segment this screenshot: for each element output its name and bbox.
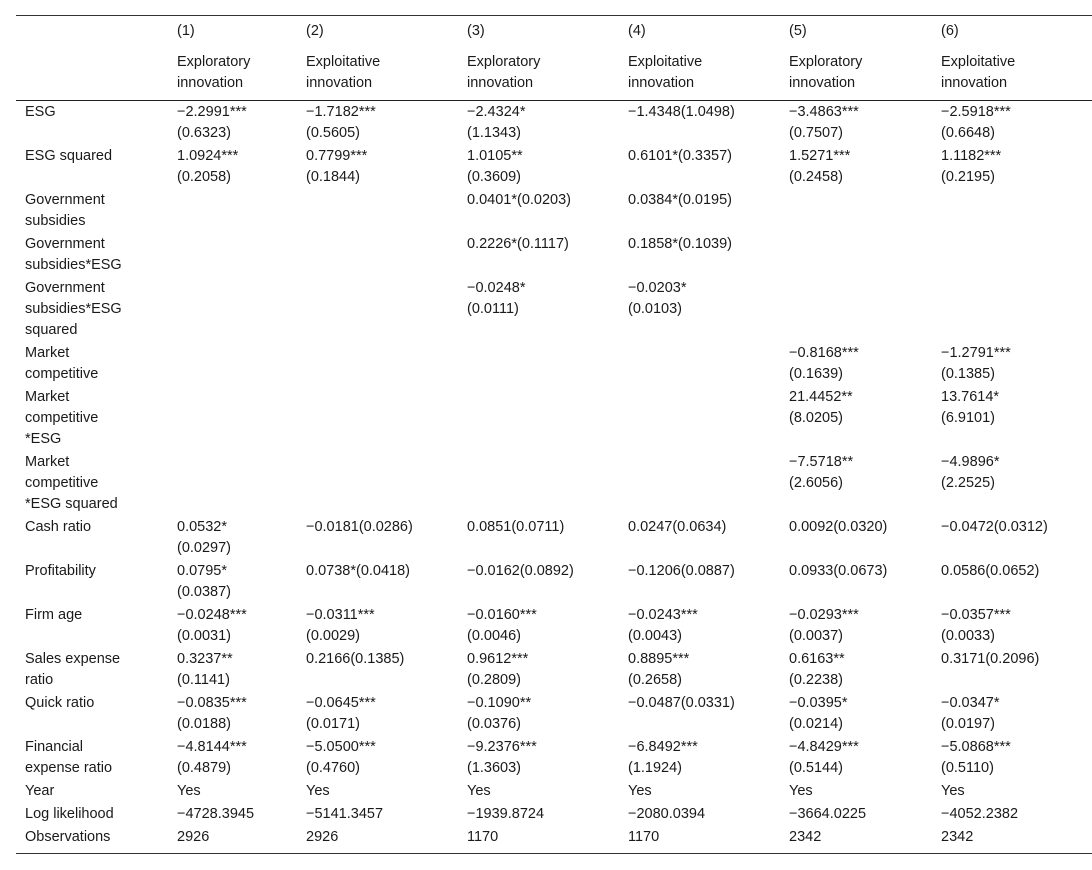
table-cell: 1.0924*** (0.2058): [177, 148, 239, 185]
table-cell: −5141.3457: [306, 806, 384, 822]
table-cell: 0.0933(0.0673): [789, 563, 888, 579]
column-number: (6): [941, 23, 959, 39]
column-title: Exploitative innovation: [306, 54, 381, 91]
table-cell: −1.7182*** (0.5605): [306, 104, 376, 141]
table-cell: 0.0586(0.0652): [941, 563, 1040, 579]
table-cell: −1.4348(1.0498): [628, 104, 735, 120]
row-label: Market competitive: [25, 345, 99, 382]
table-cell: −0.1090** (0.0376): [467, 695, 532, 732]
column-number: (4): [628, 23, 646, 39]
row-label: Year: [25, 783, 55, 799]
table-cell: −4.8429*** (0.5144): [789, 739, 859, 776]
row-label: Sales expense ratio: [25, 651, 121, 688]
table-cell: −0.0181(0.0286): [306, 519, 413, 535]
table-cell: −2.5918*** (0.6648): [941, 104, 1011, 141]
table-cell: 0.2166(0.1385): [306, 651, 405, 667]
table-cell: 0.0247(0.0634): [628, 519, 727, 535]
column-title: Exploitative innovation: [628, 54, 703, 91]
table-cell: −6.8492*** (1.1924): [628, 739, 698, 776]
row-label: Observations: [25, 829, 111, 845]
table-cell: Yes: [628, 783, 652, 799]
table-cell: −0.0395* (0.0214): [789, 695, 848, 732]
table-cell: −3664.0225: [789, 806, 867, 822]
table-cell: −0.0311*** (0.0029): [306, 607, 375, 644]
table-cell: Yes: [467, 783, 491, 799]
table-cell: 1.1182*** (0.2195): [941, 148, 1002, 185]
row-label: Quick ratio: [25, 695, 95, 711]
table-cell: −0.0162(0.0892): [467, 563, 574, 579]
table-cell: 0.0384*(0.0195): [628, 192, 732, 208]
column-title: Exploratory innovation: [177, 54, 251, 91]
table-cell: 0.0532* (0.0297): [177, 519, 232, 556]
table-cell: −1.2791*** (0.1385): [941, 345, 1011, 382]
table-cell: −4728.3945: [177, 806, 255, 822]
column-title: Exploratory innovation: [789, 54, 863, 91]
row-label: Profitability: [25, 563, 96, 579]
table-cell: −0.0645*** (0.0171): [306, 695, 376, 732]
row-label: Government subsidies*ESG squared: [25, 280, 122, 338]
table-cell: −9.2376*** (1.3603): [467, 739, 537, 776]
column-title: Exploitative innovation: [941, 54, 1016, 91]
column-number: (3): [467, 23, 485, 39]
row-label: Government subsidies: [25, 192, 105, 229]
row-label: Financial expense ratio: [25, 739, 113, 776]
row-label: Government subsidies*ESG: [25, 236, 122, 273]
table-cell: −0.0357*** (0.0033): [941, 607, 1011, 644]
table-cell: 0.0795* (0.0387): [177, 563, 232, 600]
table-cell: 0.8895*** (0.2658): [628, 651, 690, 688]
row-label: ESG: [25, 104, 56, 120]
table-cell: −0.0203* (0.0103): [628, 280, 687, 317]
table-cell: 2926: [177, 829, 210, 845]
table-cell: 0.1858*(0.1039): [628, 236, 732, 252]
table-cell: Yes: [177, 783, 201, 799]
table-cell: −0.0347* (0.0197): [941, 695, 1000, 732]
table-cell: Yes: [306, 783, 330, 799]
table-cell: 0.7799*** (0.1844): [306, 148, 368, 185]
column-number: (2): [306, 23, 324, 39]
table-cell: 1.5271*** (0.2458): [789, 148, 851, 185]
table-cell: −2.2991*** (0.6323): [177, 104, 247, 141]
table-cell: 0.0401*(0.0203): [467, 192, 571, 208]
table-cell: 1170: [628, 829, 660, 845]
table-cell: −0.0248*** (0.0031): [177, 607, 247, 644]
table-cell: 0.0738*(0.0418): [306, 563, 410, 579]
table-cell: 0.9612*** (0.2809): [467, 651, 529, 688]
table-cell: 0.6163** (0.2238): [789, 651, 845, 688]
table-cell: 0.3237** (0.1141): [177, 651, 233, 688]
table-cell: −0.0243*** (0.0043): [628, 607, 698, 644]
row-label: Firm age: [25, 607, 83, 623]
table-cell: −2.4324* (1.1343): [467, 104, 526, 141]
table-cell: 1.0105** (0.3609): [467, 148, 523, 185]
table-cell: Yes: [789, 783, 813, 799]
table-cell: 2342: [941, 829, 974, 845]
table-cell: −5.0868*** (0.5110): [941, 739, 1011, 776]
table-cell: −0.0487(0.0331): [628, 695, 735, 711]
column-number: (5): [789, 23, 807, 39]
table-bottom-rule: [16, 853, 1092, 854]
table-cell: 13.7614* (6.9101): [941, 389, 1000, 426]
table-top-rule: [16, 15, 1092, 16]
table-cell: 0.0851(0.0711): [467, 519, 565, 535]
table-cell: −0.0293*** (0.0037): [789, 607, 859, 644]
table-cell: −0.8168*** (0.1639): [789, 345, 859, 382]
table-cell: 21.4452** (8.0205): [789, 389, 853, 426]
table-cell: 0.6101*(0.3357): [628, 148, 732, 164]
table-cell: 0.3171(0.2096): [941, 651, 1040, 667]
table-cell: 2342: [789, 829, 822, 845]
table-cell: −7.5718** (2.6056): [789, 454, 854, 491]
table-cell: −0.0248* (0.0111): [467, 280, 526, 317]
column-number: (1): [177, 23, 195, 39]
table-cell: −1939.8724: [467, 806, 545, 822]
table-cell: −4.8144*** (0.4879): [177, 739, 247, 776]
row-label: Market competitive *ESG squared: [25, 454, 118, 512]
table-cell: −2080.0394: [628, 806, 706, 822]
table-cell: −4.9896* (2.2525): [941, 454, 1000, 491]
table-cell: 2926: [306, 829, 339, 845]
table-cell: −0.0472(0.0312): [941, 519, 1048, 535]
table-cell: −0.1206(0.0887): [628, 563, 735, 579]
table-header-rule: [16, 100, 1092, 101]
row-label: Log likelihood: [25, 806, 114, 822]
row-label: ESG squared: [25, 148, 113, 164]
table-cell: −0.0835*** (0.0188): [177, 695, 247, 732]
column-title: Exploratory innovation: [467, 54, 541, 91]
table-cell: 0.2226*(0.1117): [467, 236, 569, 252]
table-cell: −3.4863*** (0.7507): [789, 104, 859, 141]
table-cell: −0.0160*** (0.0046): [467, 607, 537, 644]
table-cell: −5.0500*** (0.4760): [306, 739, 376, 776]
table-cell: 0.0092(0.0320): [789, 519, 888, 535]
row-label: Cash ratio: [25, 519, 92, 535]
table-cell: −4052.2382: [941, 806, 1019, 822]
table-cell: Yes: [941, 783, 965, 799]
row-label: Market competitive *ESG: [25, 389, 99, 447]
table-cell: 1170: [467, 829, 499, 845]
